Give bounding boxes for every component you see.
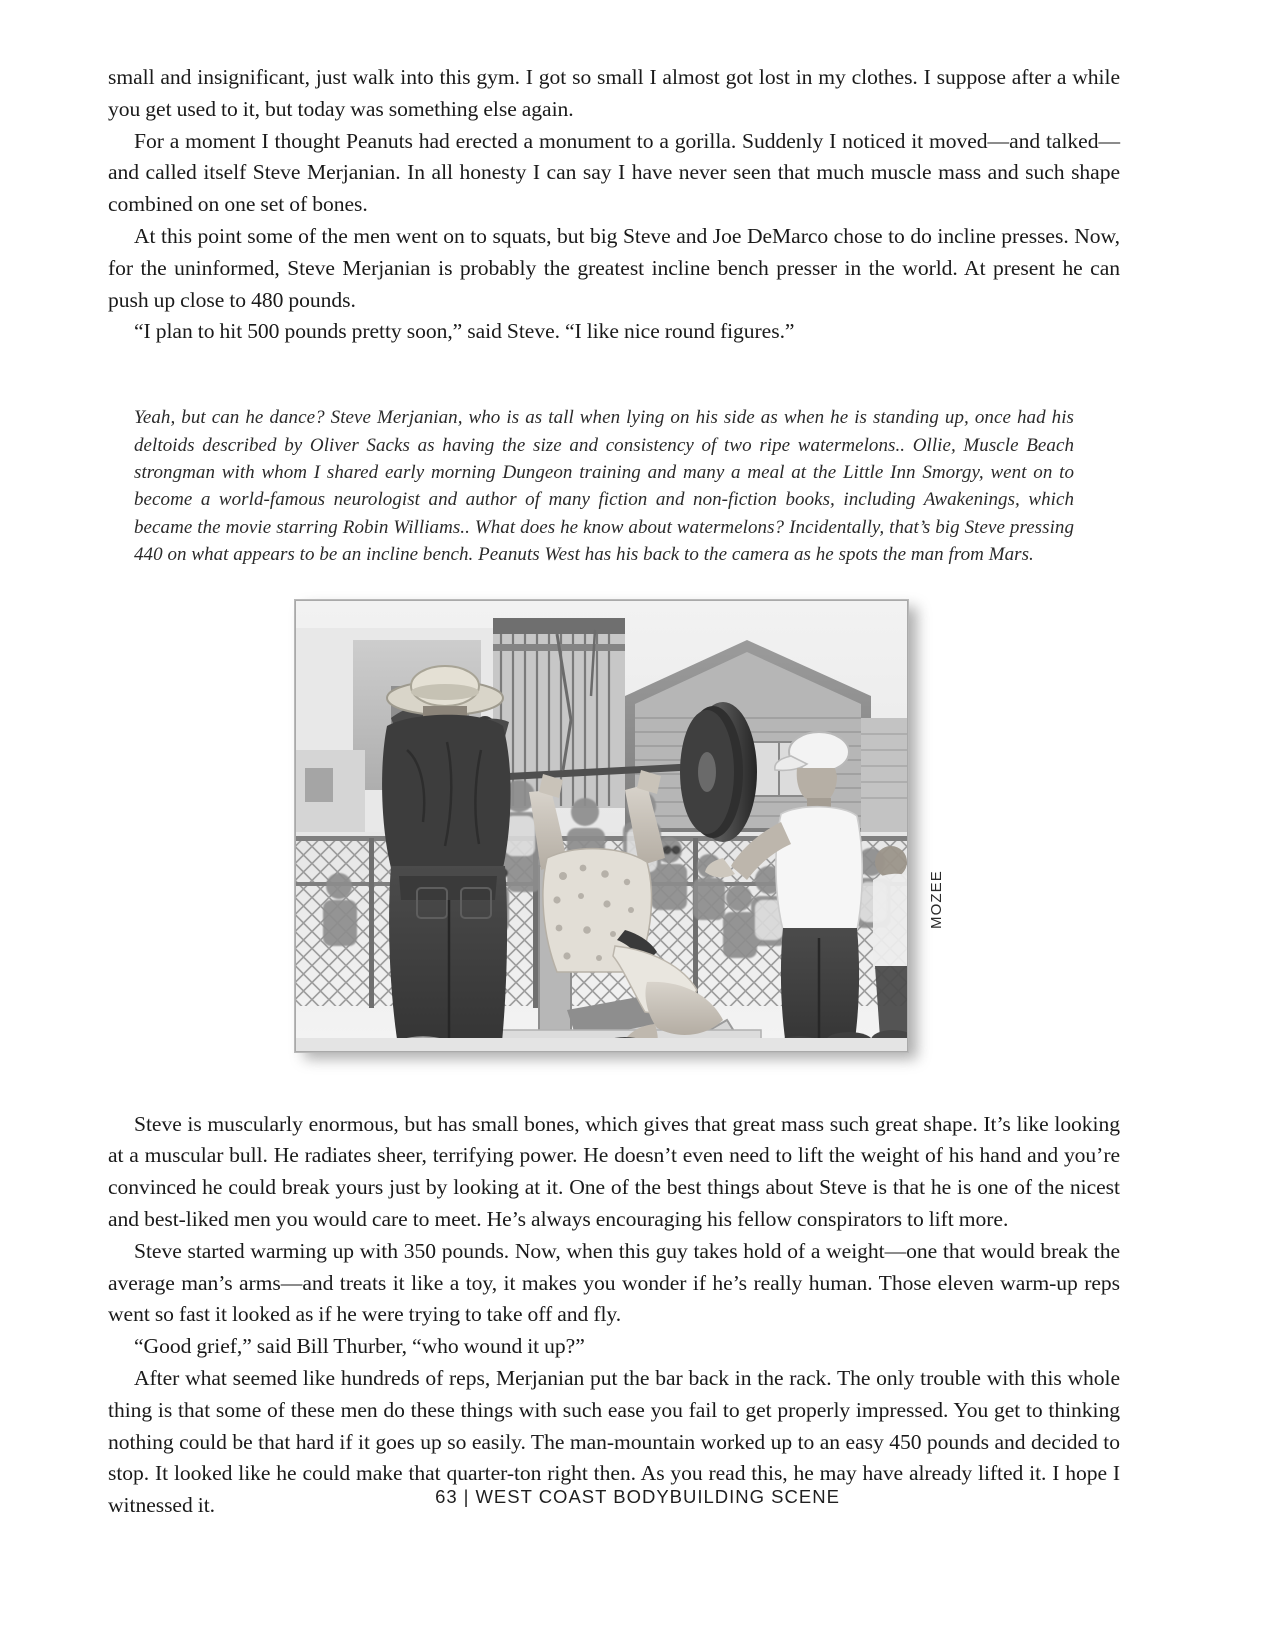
paragraph: small and insignificant, just walk into this gym. I got so small I almost got lost in my clothes. I suppose after a while you get used to it, but today was something else again.: [108, 65, 1120, 121]
paragraph: Steve is muscularly enormous, but has small bones, which gives that great mass such great shape. It’s like looking at a muscular bull. He radiates sheer, terrifying power. He doesn’t even need to lift the weight of his hand and you’re convinced he could break yours just by looking at it. One of the best things about Steve is that he is one of the nicest and best-liked men you would care to meet. He’s always encouraging his fellow conspirators to lift more.: [108, 1111, 1120, 1231]
paragraph: “Good grief,” said Bill Thurber, “who wound it up?”: [134, 1334, 585, 1359]
paragraph: At this point some of the men went on to squats, but big Steve and Joe DeMarco chose to do incline presses. Now, for the uninformed, Steve Merjanian is probably the greatest incline bench presser in the world. At present he can push up close to 480 pounds.: [108, 223, 1120, 312]
page-number: 63: [435, 1486, 458, 1507]
figure: [108, 599, 1120, 1069]
photo-credit: MOZEE: [928, 869, 945, 929]
footer-separator: |: [463, 1486, 470, 1507]
page-content: [108, 62, 1120, 1522]
paragraph: For a moment I thought Peanuts had erected a monument to a gorilla. Suddenly I noticed it moved—and talked—and called itself Steve Merjanian. In all honesty I can say I have never seen that much muscle mass and such shape combined on one set of bones.: [108, 128, 1120, 217]
body-text-top: [108, 62, 1120, 348]
paragraph: “I plan to hit 500 pounds pretty soon,” said Steve. “I like nice round figures.”: [134, 319, 795, 344]
figure-caption: [134, 404, 1074, 568]
paragraph: Steve started warming up with 350 pounds. Now, when this guy takes hold of a weight—one that would break the average man’s arms—and treats it like a toy, it makes you wonder if he’s really human. Those eleven warm-up reps went so fast it looked as if he were trying to take off and fly.: [108, 1238, 1120, 1327]
body-text-bottom: [108, 1109, 1120, 1522]
running-title: WEST COAST BODYBUILDING SCENE: [475, 1486, 840, 1507]
paragraph: After what seemed like hundreds of reps, Merjanian put the bar back in the rack. The only trouble with this whole thing is that some of these men do these things with such ease you fail to get properly impressed. You get to thinking nothing could be that hard if it goes up so easily. The man-mountain worked up to an easy 450 pounds and decided to stop. It looked like he could make that quarter-ton right then. As you read this, he may have already lifted it. I hope I witnessed it.: [108, 1365, 1120, 1518]
photo-muscle-beach-incline-press: [294, 599, 909, 1053]
page-footer: [0, 1486, 1275, 1508]
figure-caption-text: Yeah, but can he dance? Steve Merjanian, who is as tall when lying on his side as when he is standing up, once had his deltoids described by Oliver Sacks as having the size and consistency of two ripe watermelons.. Ollie, Muscle Beach strongman with whom I shared early morning Dungeon training and many a meal at the Little Inn Smorgy, went on to become a world-famous neurologist and author of many fiction and non-fiction books, including Awakenings, which became the movie starring Robin Williams.. What does he know about watermelons? Incidentally, that’s big Steve pressing 440 on what appears to be an incline bench. Peanuts West has his back to the camera as he spots the man from Mars.: [134, 407, 1074, 566]
